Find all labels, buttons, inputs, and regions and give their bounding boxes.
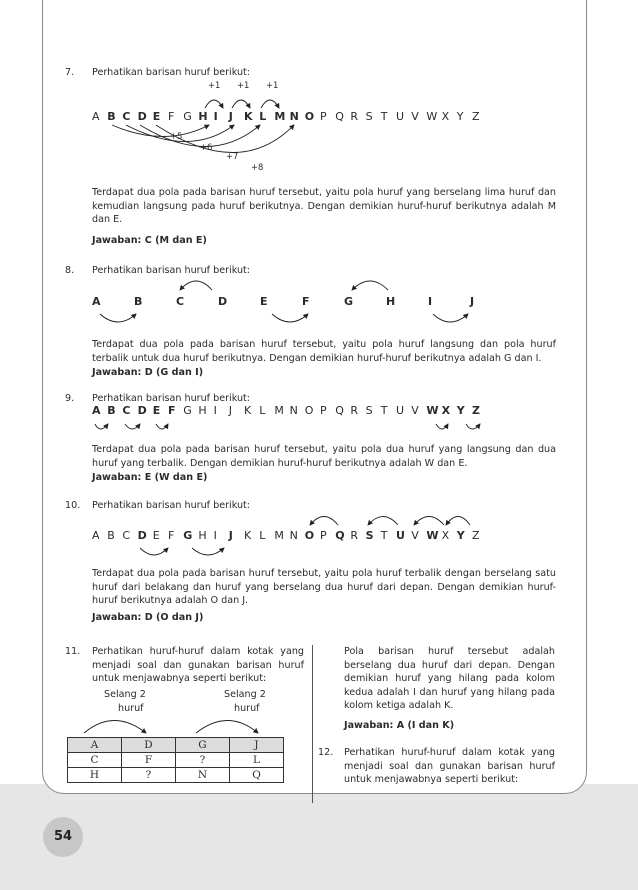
q11-label-right: Selang 2: [224, 689, 266, 700]
q7-letter: R: [350, 110, 359, 123]
q10-explanation: Terdapat dua pola pada barisan huruf tersebut, yaitu pola huruf terbalik dengan berselang satu huruf dari belakang dan huruf yang berselang dua huruf dari depan. Dengan demikian huruf-huruf berikutnya adalah O dan J.: [92, 568, 556, 607]
q9-letter: Z: [472, 404, 480, 417]
q11-number: 11.: [65, 646, 81, 657]
q10-letter: D: [137, 529, 147, 542]
q8-letter: A: [92, 295, 101, 308]
q10-letter: X: [441, 529, 450, 542]
q7-letter: O: [304, 110, 315, 123]
q10-letter: J: [228, 529, 233, 542]
q11-table-cell: C: [68, 753, 122, 768]
q11-answer: Jawaban: A (I dan K): [344, 720, 455, 731]
q11-table-cell: A: [68, 738, 122, 753]
q7-letter: K: [244, 110, 253, 123]
q9-letter: I: [213, 404, 217, 417]
q7-letter: C: [122, 110, 131, 123]
q11-table-cell: ?: [122, 768, 176, 783]
q11-table-cell: Q: [230, 768, 284, 783]
q9-letter: E: [152, 404, 161, 417]
q7-explanation: Terdapat dua pola pada barisan huruf tersebut, yaitu pola huruf yang berselang lima huruf dan kemudian langsung pada huruf berikutnya. Dengan demikian huruf-huruf berikutnya adalah M dan E.: [92, 187, 556, 226]
q9-letter: X: [441, 404, 451, 417]
q10-letter: R: [350, 529, 359, 542]
q7-letter: D: [137, 110, 147, 123]
q8-letter: J: [470, 295, 475, 308]
q10-letter: U: [396, 529, 405, 542]
q10-letter: A: [92, 529, 100, 542]
q10-arc: [446, 517, 470, 526]
q10-arc: [310, 517, 338, 526]
q9-letter: H: [198, 404, 207, 417]
q9-answer: Jawaban: E (W dan E): [92, 472, 208, 483]
q7-letter: B: [107, 110, 116, 123]
q9-letter: B: [107, 404, 116, 417]
q9-letter: T: [380, 404, 388, 417]
q9-letter: G: [183, 404, 192, 417]
q9-arc: [466, 424, 480, 429]
q7-letter: Q: [335, 110, 344, 123]
q9-arc: [156, 424, 168, 429]
q10-letter: F: [168, 529, 175, 542]
q7-letter: M: [274, 110, 286, 123]
q10-letter: V: [411, 529, 419, 542]
q10-letter: Q: [335, 529, 345, 542]
q10-letter: W: [426, 529, 439, 542]
q10-letter: M: [274, 529, 284, 542]
q7-letter: V: [411, 110, 419, 123]
q10-arc: [140, 548, 168, 555]
q10-letter: P: [320, 529, 327, 542]
q7-arc: [232, 100, 250, 108]
q7-letter: T: [380, 110, 388, 123]
q10-letter: I: [213, 529, 217, 542]
q7-letter: N: [289, 110, 299, 123]
q9-letter: O: [304, 404, 314, 417]
q7-letter: X: [441, 110, 450, 123]
q9-letter: Y: [456, 404, 465, 417]
q9-letter: M: [274, 404, 284, 417]
q11-table-cell: H: [68, 768, 122, 783]
q9-intro: Perhatikan barisan huruf berikut:: [92, 393, 251, 404]
q10-letter: S: [365, 529, 374, 542]
q10-letter: N: [289, 529, 298, 542]
q7-arc: [205, 100, 223, 108]
q7-arc: [112, 125, 209, 137]
q7-bottom-label: +6: [200, 142, 213, 152]
q7-top-label: +1: [266, 80, 279, 90]
q7-letter: F: [168, 110, 175, 123]
q7-letter: I: [213, 110, 218, 123]
q10-letter: O: [304, 529, 315, 542]
q10-letter: E: [152, 529, 160, 542]
q10-arc: [414, 517, 444, 526]
q10-intro: Perhatikan barisan huruf berikut:: [92, 500, 251, 511]
page-number: 54: [43, 817, 83, 857]
q11-explanation: Pola barisan huruf tersebut adalah berselang dua huruf dari depan. Dengan demikian huruf yang hilang pada kolom kedua adalah I dan huruf yang hilang pada kolom ketiga adalah K.: [344, 646, 555, 712]
q8-answer: Jawaban: D (G dan I): [92, 367, 204, 378]
q7-letter: U: [396, 110, 405, 123]
q9-letter: V: [411, 404, 419, 417]
q9-letter: U: [396, 404, 405, 417]
q9-letter: L: [259, 404, 266, 417]
q11-label-left: huruf: [118, 703, 144, 714]
q8-arc: [272, 314, 308, 322]
q7-letter: Z: [472, 110, 480, 123]
q11-label-left: Selang 2: [104, 689, 146, 700]
q9-letter: R: [350, 404, 359, 417]
q8-letter: D: [218, 295, 228, 308]
q11-table-cell: D: [122, 738, 176, 753]
q9-letter: A: [92, 404, 101, 417]
q7-number: 7.: [65, 67, 75, 78]
q9-letter: S: [365, 404, 373, 417]
q12-intro: Perhatikan huruf-huruf dalam kotak yang menjadi soal dan gunakan barisan huruf untuk menjawabnya seperti berikut:: [344, 747, 555, 786]
q8-letter: E: [260, 295, 268, 308]
q9-letter: K: [244, 404, 252, 417]
q9-letter: W: [426, 404, 439, 417]
q7-letter: A: [92, 110, 100, 123]
q7-letter: P: [320, 110, 327, 123]
q11-table-cell: L: [230, 753, 284, 768]
q7-arc: [156, 125, 294, 153]
q9-letter: N: [289, 404, 298, 417]
q10-letter: Y: [456, 529, 465, 542]
q8-arc: [352, 281, 388, 290]
q9-letter: P: [320, 404, 327, 417]
q11-intro: Perhatikan huruf-huruf dalam kotak yang menjadi soal dan gunakan barisan huruf untuk menjawabnya seperti berikut:: [92, 646, 304, 685]
q8-letter: C: [176, 295, 185, 308]
q10-answer: Jawaban: D (O dan J): [92, 612, 204, 623]
q11-table-cell: ?: [176, 753, 230, 768]
q11-arc: [84, 721, 146, 734]
q7-top-label: +1: [208, 80, 221, 90]
q7-bottom-label: +7: [226, 151, 239, 161]
q7-letter: E: [152, 110, 161, 123]
q8-letter: I: [428, 295, 433, 308]
q7-arc: [140, 125, 260, 147]
q9-letter: D: [137, 404, 147, 417]
q9-letter: Q: [335, 404, 344, 417]
q10-letter: C: [122, 529, 131, 542]
q11-table-cell: N: [176, 768, 230, 783]
q8-letter: B: [134, 295, 143, 308]
q7-letter: W: [426, 110, 438, 123]
q12-number: 12.: [318, 747, 334, 758]
q9-arc: [95, 424, 108, 429]
q7-letter: Y: [456, 110, 464, 123]
q11-table-cell: F: [122, 753, 176, 768]
q7-intro: Perhatikan barisan huruf berikut:: [92, 67, 251, 78]
q11-arc: [196, 721, 258, 734]
q9-arc: [436, 424, 448, 429]
q7-arc: [261, 100, 279, 108]
q9-number: 9.: [65, 393, 75, 404]
q7-letter: S: [365, 110, 373, 123]
q10-letter: Z: [472, 529, 480, 542]
q8-arc: [100, 314, 136, 322]
q7-letter: G: [183, 110, 192, 123]
q10-letter: L: [259, 529, 266, 542]
q7-bottom-label: +8: [251, 162, 264, 172]
q9-explanation: Terdapat dua pola pada barisan huruf tersebut, yaitu pola dua huruf yang langsung dan dua huruf yang terbalik. Dengan demikian huruf-huruf berikutnya adalah W dan E.: [92, 444, 556, 469]
q10-letter: K: [244, 529, 252, 542]
q7-letter: L: [259, 110, 267, 123]
q10-letter: T: [380, 529, 388, 542]
q8-letter: G: [344, 295, 354, 308]
q8-arc: [433, 314, 468, 322]
q10-letter: B: [107, 529, 115, 542]
q9-letter: J: [228, 404, 233, 417]
q7-letter: H: [198, 110, 208, 123]
q7-bottom-label: +5: [170, 131, 183, 141]
q10-letter: G: [183, 529, 193, 542]
q7-answer: Jawaban: C (M dan E): [92, 235, 207, 246]
q8-explanation: Terdapat dua pola pada barisan huruf tersebut, yaitu pola huruf langsung dan pola huruf terbalik untuk dua huruf berikutnya. Dengan demikian huruf-huruf berikutnya adalah G dan I.: [92, 339, 556, 364]
q9-letter: F: [168, 404, 176, 417]
q8-number: 8.: [65, 265, 75, 276]
q11-table-cell: G: [176, 738, 230, 753]
q8-intro: Perhatikan barisan huruf berikut:: [92, 265, 251, 276]
q10-number: 10.: [65, 500, 81, 511]
q11-label-right: huruf: [234, 703, 260, 714]
q7-letter: J: [228, 110, 233, 123]
q8-arc: [180, 281, 212, 290]
q10-letter: H: [198, 529, 207, 542]
q9-letter: C: [122, 404, 131, 417]
q8-letter: F: [302, 295, 310, 308]
q11-table-cell: J: [230, 738, 284, 753]
q8-letter: H: [386, 295, 396, 308]
q10-arc: [368, 517, 398, 526]
q9-arc: [125, 424, 140, 429]
q7-top-label: +1: [237, 80, 250, 90]
q10-arc: [192, 548, 224, 555]
